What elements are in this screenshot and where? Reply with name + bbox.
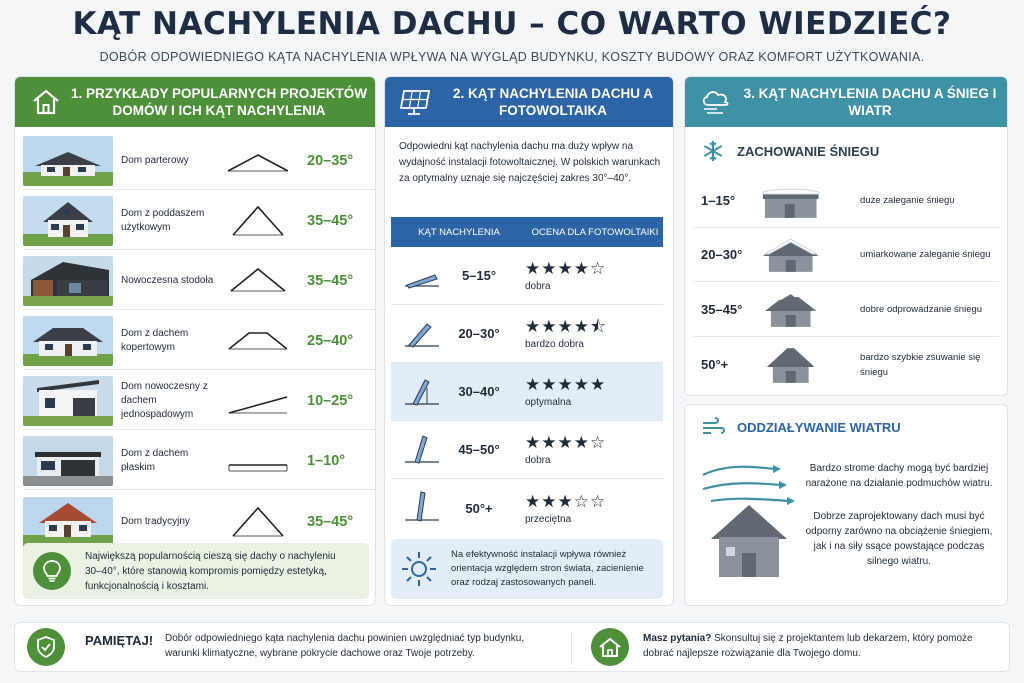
table-rating — [525, 259, 645, 292]
snow-house-icon — [755, 287, 826, 331]
house-row — [23, 433, 375, 490]
photovoltaics-info — [391, 539, 663, 599]
snow-description: duże zaleganie śniegu — [860, 194, 955, 206]
section1-header — [15, 77, 375, 127]
snow-description: dobre odprowadzanie śniegu — [860, 303, 983, 315]
rating-stars: ★★★★☆ — [525, 433, 607, 452]
roof-angle-value: 20–35° — [307, 153, 354, 169]
roof-angle-value: 1–10° — [307, 453, 346, 469]
panel-tilt-icon — [399, 430, 447, 470]
footer — [14, 622, 1010, 672]
house-photo — [23, 136, 113, 186]
remember-label: PAMIĘTAJ! — [85, 633, 154, 648]
house-name: Dom z dachem płaskim — [121, 448, 189, 473]
footer-divider — [571, 631, 572, 665]
table-row — [391, 479, 663, 537]
rating-stars: ★★★☆☆ — [525, 491, 607, 511]
rating-label: optymalna — [525, 397, 572, 408]
panel-tilt-icon — [399, 314, 447, 354]
column-header-angle: KĄT NACHYLENIA — [418, 226, 500, 238]
photovoltaics-table — [391, 217, 663, 537]
question-label: Masz pytania? — [643, 633, 712, 644]
rating-label: dobra — [525, 281, 551, 292]
house-name: Dom tradycyjny — [121, 515, 190, 527]
rating-stars: ★★★★★ — [525, 375, 607, 394]
section-snow-wind — [684, 76, 1008, 396]
snow-house-icon — [755, 178, 826, 222]
house-photo — [23, 256, 113, 306]
solar-panel-icon — [399, 85, 433, 119]
photovoltaics-intro: Odpowiedni kąt nachylenia dachu ma duży wpływ na wydajność instalacji fotowoltaicznej. W polskich warunkach za optymalny uznaje się najczęściej zakres 30°–40°. — [399, 141, 661, 184]
roof-angle-diagram — [223, 381, 293, 421]
section2-heading: 2. KĄT NACHYLENIA DACHU A FOTOWOLTAIKA — [452, 86, 653, 118]
roof-angle-value: 35–45° — [307, 213, 354, 229]
house-photo — [23, 196, 113, 246]
roof-angle-value: 35–45° — [307, 273, 354, 289]
photovoltaics-info-text: Na efektywność instalacji wpływa również orientacja względem stron świata, zacienienie oraz rodzaj zastosowanych paneli. — [451, 549, 644, 588]
house-name: Dom z dachem kopertowym — [121, 328, 189, 353]
house-photo — [23, 316, 113, 366]
section-photovoltaics — [384, 76, 674, 606]
snow-row — [693, 227, 999, 282]
wind-text-1: Bardzo strome dachy mogą być bardziej narażone na działanie podmuchów wiatru. — [805, 463, 993, 489]
page-subtitle: DOBÓR ODPOWIEDNIEGO KĄTA NACHYLENIA WPŁYWA NA WYGLĄD BUDYNKU, KOSZTY BUDOWY ORAZ KOMFORT UŻYTKOWANIA. — [99, 50, 925, 64]
house-name: Dom nowoczesny z dachem jednospadowym — [121, 381, 208, 420]
rating-stars: ★★★★⯪ — [525, 317, 608, 336]
roof-angle-diagram — [223, 201, 293, 241]
roof-angle-diagram — [223, 321, 293, 361]
table-angle: 20–30° — [458, 326, 500, 341]
table-angle: 50°+ — [465, 500, 493, 516]
table-angle: 5–15° — [461, 268, 497, 283]
snow-house-icon — [755, 343, 826, 387]
section1-heading: 1. PRZYKŁADY POPULARNYCH PROJEKTÓW DOMÓW I ICH KĄT NACHYLENIA — [70, 86, 368, 118]
house-icon — [29, 85, 63, 119]
table-rating — [525, 492, 645, 525]
house-row — [23, 133, 375, 190]
snow-description: umiarkowane zaleganie śniegu — [860, 248, 991, 260]
house-name: Dom parterowy — [121, 155, 189, 166]
roof-angle-value: 35–45° — [307, 513, 354, 530]
snow-title-text: ZACHOWANIE ŚNIEGU — [737, 143, 880, 159]
wind-house-illustration — [697, 457, 801, 581]
snow-row — [693, 337, 999, 392]
rating-label: bardzo dobra — [525, 339, 584, 350]
house-row — [23, 373, 375, 430]
section3-heading: 3. KĄT NACHYLENIA DACHU A ŚNIEG I WIATR — [743, 86, 997, 118]
house-row — [23, 193, 375, 250]
house-name: Dom z poddaszem użytkowym — [121, 208, 205, 233]
house-photo — [23, 436, 113, 486]
panel-tilt-icon — [399, 256, 447, 296]
roof-angle-diagram — [223, 261, 293, 301]
roof-angle-value: 25–40° — [307, 333, 354, 349]
wind-icon — [701, 417, 725, 437]
snow-row — [693, 282, 999, 337]
table-rating — [525, 433, 645, 466]
wind-text-2: Dobrze zaprojektowany dach musi być odporny zarówno na obciążenie śniegiem, jak i na siły ssące powstające podczas silnego wiatru. — [805, 511, 993, 567]
remember-text: Dobór odpowiedniego kąta nachylenia dachu powinien uwzględniać typ budynku, warunki klimatyczne, wybrane pokrycie dachowe oraz Twoje potrzeby. — [165, 633, 525, 659]
lightbulb-icon — [33, 552, 71, 590]
snow-angle: 1–15° — [701, 192, 736, 208]
table-row — [391, 305, 663, 363]
rating-label: dobra — [525, 455, 551, 466]
question-text — [643, 631, 993, 661]
roof-angle-diagram — [223, 141, 293, 181]
rating-stars: ★★★★☆ — [525, 259, 607, 278]
snow-row — [693, 173, 999, 228]
house-name: Nowoczesna stodoła — [121, 275, 214, 286]
table-angle: 30–40° — [458, 384, 500, 399]
snowflake-icon — [701, 139, 725, 163]
roof-angle-value: 10–25° — [307, 393, 354, 409]
section-house-examples — [14, 76, 376, 606]
table-rating — [525, 375, 645, 408]
house-photo — [23, 376, 113, 426]
house-row — [23, 313, 375, 370]
section3-header — [685, 77, 1007, 127]
snow-angle: 20–30° — [701, 246, 743, 262]
table-row — [391, 247, 663, 305]
table-rating — [525, 317, 645, 350]
snow-house-icon — [755, 232, 826, 276]
cloud-snow-icon — [699, 85, 733, 119]
roof-angle-diagram — [223, 441, 293, 481]
table-row — [391, 421, 663, 479]
panel-tilt-icon — [399, 372, 447, 412]
popularity-note — [23, 543, 369, 599]
popularity-note-text: Największą popularnością cieszą się dachy o nachyleniu 30–40°, które stanowią kompromis pomiędzy estetyką, funkcjonalnością i kosztami. — [85, 550, 336, 592]
house-photo — [23, 497, 113, 547]
snow-angle: 50°+ — [701, 357, 729, 372]
rating-label: przeciętna — [525, 513, 572, 525]
section2-header — [385, 77, 673, 127]
snow-description: bardzo szybkie zsuwanie się śniegu — [860, 351, 981, 378]
sun-icon — [399, 549, 439, 589]
snow-angle: 35–45° — [701, 301, 743, 317]
wind-panel — [684, 404, 1008, 606]
table-row-highlighted — [391, 363, 663, 421]
table-angle: 45–50° — [458, 442, 500, 457]
question-body: Skonsultuj się z projektantem lub dekarzem, który pomoże dobrać najlepsze rozwiązanie dla Twojego domu. — [643, 633, 973, 659]
shield-check-icon — [27, 628, 65, 666]
house-row — [23, 493, 375, 550]
panel-tilt-icon — [399, 488, 447, 528]
wind-title — [701, 417, 901, 437]
roof-angle-diagram — [223, 502, 293, 542]
page-title: KĄT NACHYLENIA DACHU – CO WARTO WIEDZIEĆ? — [72, 6, 952, 42]
house-icon — [591, 628, 629, 666]
table-header — [391, 217, 663, 247]
snow-title — [701, 139, 879, 163]
column-header-rating: OCENA DLA FOTOWOLTAIKI — [531, 226, 659, 238]
wind-title-text: ODDZIAŁYWANIE WIATRU — [737, 419, 901, 435]
house-row — [23, 253, 375, 310]
